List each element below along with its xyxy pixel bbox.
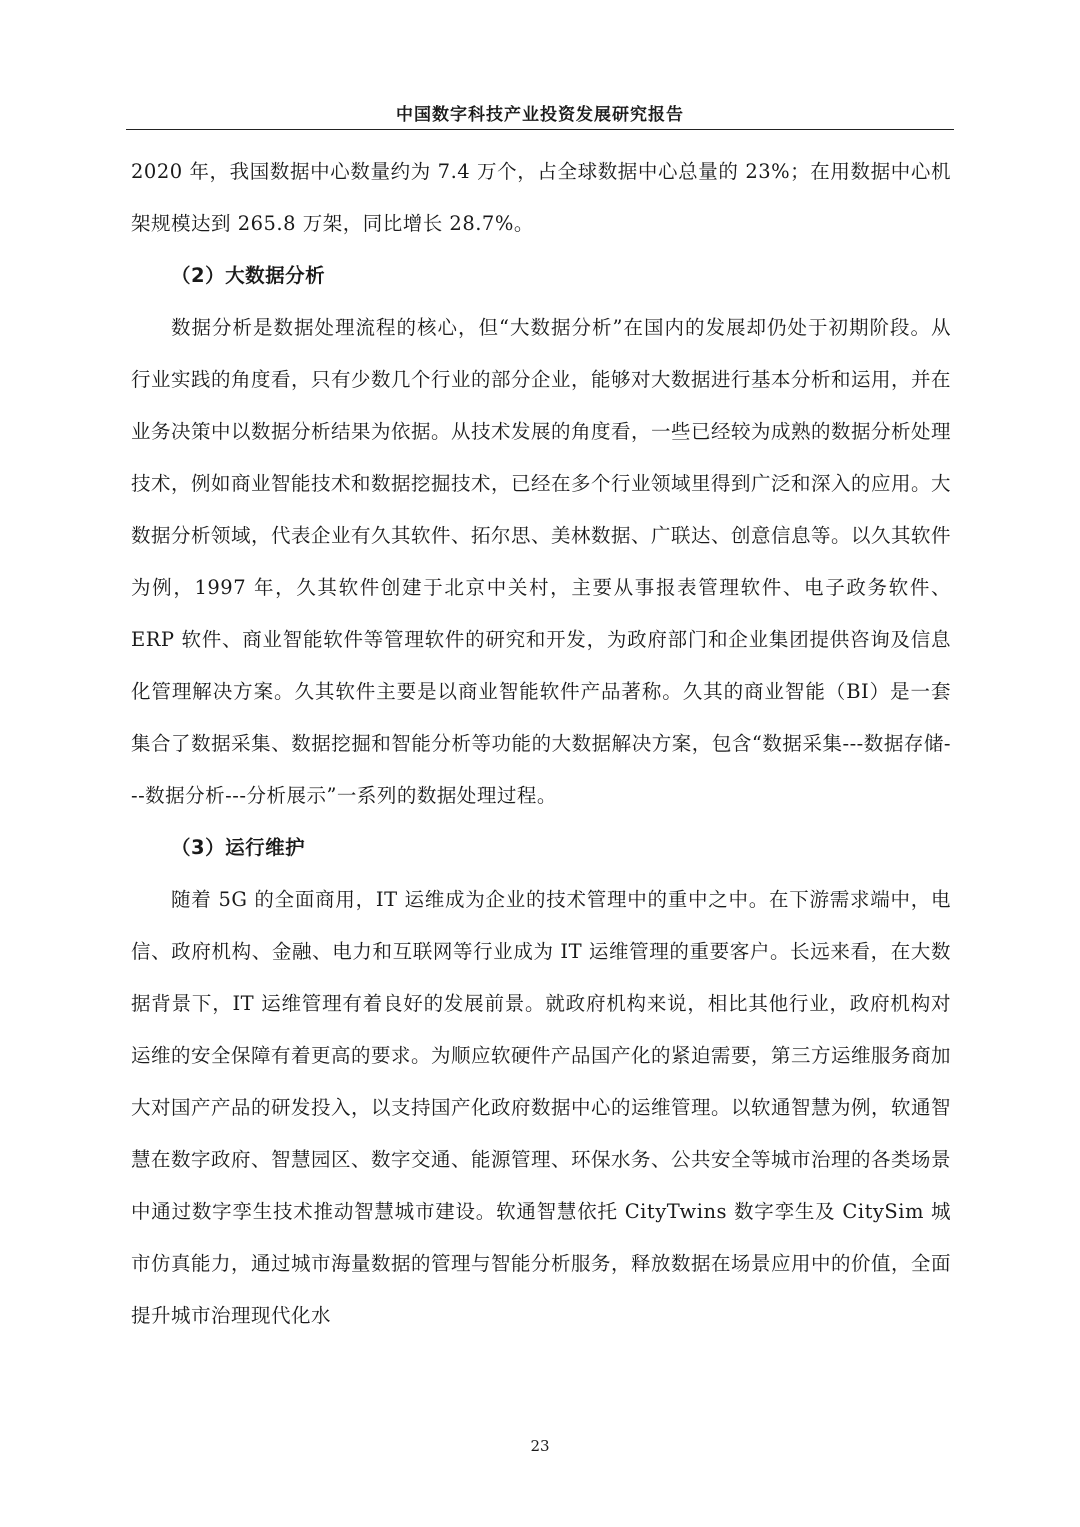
paragraph-intro: 2020 年，我国数据中心数量约为 7.4 万个，占全球数据中心总量的 23%；在用数据中心机架规模达到 265.8 万架，同比增长 28.7%。: [131, 160, 951, 235]
section-heading-big-data-analysis: （2）大数据分析: [171, 264, 326, 287]
page-number: 23: [530, 1437, 550, 1455]
header-divider: [126, 129, 954, 130]
paragraph-operations-maintenance: 随着 5G 的全面商用，IT 运维成为企业的技术管理中的重中之中。在下游需求端中，电信、政府机构、金融、电力和互联网等行业成为 IT 运维管理的重要客户。长远来看，在大数据背景下，IT 运维管理有着良好的发展前景。就政府机构来说，相比其他行业，政府机构对运维的安全保障有着更高的要求。为顺应软硬件产品国产化的紧迫需要，第三方运维服务商加大对国产产品的研发投入，以支持国产化政府数据中心的运维管理。以软通智慧为例，软通智慧在数字政府、智慧园区、数字交通、能源管理、环保水务、公共安全等城市治理的各类场景中通过数字孪生技术推动智慧城市建设。软通智慧依托 CityTwins 数字孪生及 CitySim 城市仿真能力，通过城市海量数据的管理与智能分析服务，释放数据在场景应用中的价值，全面提升城市治理现代化水: [131, 888, 952, 1327]
paragraph-big-data-analysis: 数据分析是数据处理流程的核心，但“大数据分析”在国内的发展却仍处于初期阶段。从行业实践的角度看，只有少数几个行业的部分企业，能够对大数据进行基本分析和运用，并在业务决策中以数据分析结果为依据。从技术发展的角度看，一些已经较为成熟的数据分析处理技术，例如商业智能技术和数据挖掘技术，已经在多个行业领域里得到广泛和深入的应用。大数据分析领域，代表企业有久其软件、拓尔思、美林数据、广联达、创意信息等。以久其软件为例，1997 年，久其软件创建于北京中关村，主要从事报表管理软件、电子政务软件、ERP 软件、商业智能软件等管理软件的研究和开发，为政府部门和企业集团提供咨询及信息化管理解决方案。久其软件主要是以商业智能软件产品著称。久其的商业智能（BI）是一套集合了数据采集、数据挖掘和智能分析等功能的大数据解决方案，包含“数据采集---数据存储---数据分析---分析展示”一系列的数据处理过程。: [131, 316, 952, 807]
section-heading-operations-maintenance: （3）运行维护: [171, 836, 306, 859]
body-text: [131, 146, 951, 1342]
running-header: 中国数字科技产业投资发展研究报告: [396, 105, 684, 125]
